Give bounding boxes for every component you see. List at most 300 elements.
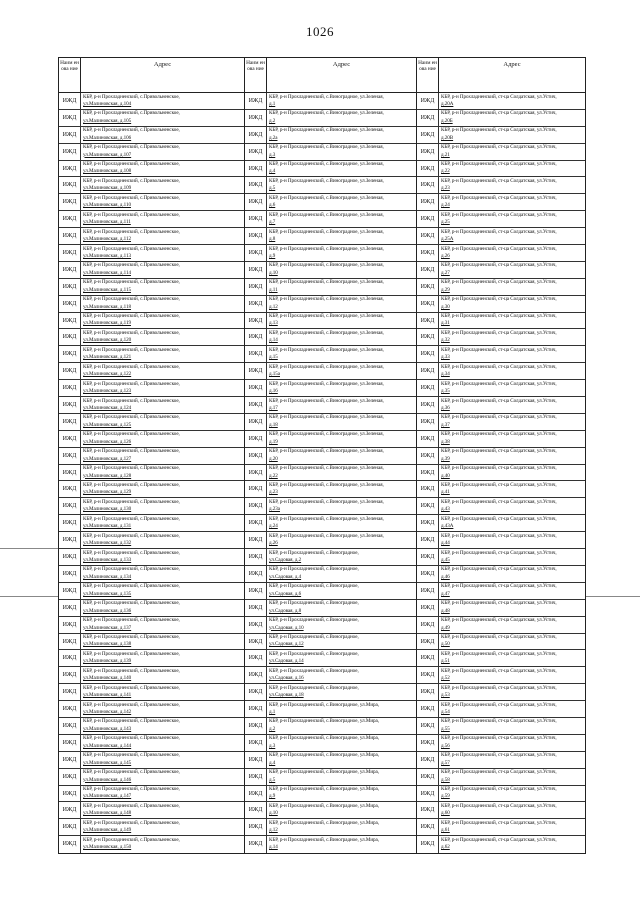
row-address <box>267 498 416 514</box>
row-kind: ИЖД <box>245 228 267 244</box>
table-column-1 <box>58 57 245 854</box>
row-address <box>267 262 416 278</box>
row-address <box>267 786 416 802</box>
header-address: Адрес <box>153 61 172 68</box>
table-row <box>245 380 416 397</box>
address-line-1: КБР, р-н Прохладненский, с.Привольненское, <box>83 161 180 168</box>
address-line-2: д.5 <box>269 185 276 192</box>
address-line-2: д.3 <box>269 151 276 158</box>
address-line-1: КБР, р-н Прохладненский, ст-ца Солдатская, ул.Устич, <box>441 819 557 826</box>
address-line-2: д.48 <box>441 607 450 614</box>
address-line-1: КБР, р-н Прохладненский, ст-ца Солдатская, ул.Устич, <box>441 380 557 387</box>
address-line-2: д.21 <box>441 151 450 158</box>
row-address <box>439 836 585 853</box>
address-line-1: КБР, р-н Прохладненский, с.Привольненское, <box>83 786 180 793</box>
address-line-2: д.38 <box>441 438 450 445</box>
row-kind: ИЖД <box>245 346 267 362</box>
row-address <box>439 617 585 633</box>
row-address <box>267 465 416 481</box>
row-kind: ИЖД <box>59 786 81 802</box>
row-address <box>81 802 244 818</box>
row-address <box>439 566 585 582</box>
row-address <box>81 819 244 835</box>
row-address <box>81 397 244 413</box>
scan-artifact-line <box>586 596 640 597</box>
address-line-2: д.25А <box>441 236 454 243</box>
row-kind: ИЖД <box>417 819 439 835</box>
row-address <box>81 498 244 514</box>
table-row <box>245 346 416 363</box>
row-address <box>439 735 585 751</box>
table-row <box>417 127 585 144</box>
row-address <box>81 634 244 650</box>
row-address <box>267 583 416 599</box>
address-line-2: д.54 <box>441 708 450 715</box>
table-rows <box>59 93 244 853</box>
address-line-1: КБР, р-н Прохладненский, ст-ца Солдатская, ул.Устич, <box>441 93 557 100</box>
row-address <box>267 380 416 396</box>
table-row <box>245 566 416 583</box>
table-row <box>417 549 585 566</box>
table-row <box>417 634 585 651</box>
table-row <box>417 769 585 786</box>
table-row <box>245 211 416 228</box>
address-line-2: д.2а <box>269 134 278 141</box>
address-line-2: д.5 <box>269 776 276 783</box>
row-kind: ИЖД <box>245 481 267 497</box>
address-line-2: д.31 <box>441 320 450 327</box>
address-line-1: КБР, р-н Прохладненский, с.Привольненское, <box>83 127 180 134</box>
table-row <box>245 650 416 667</box>
address-line-2: ул.Садовая, д.4 <box>269 573 302 580</box>
address-line-1: КБР, р-н Прохладненский, ст-ца Солдатская, ул.Устич, <box>441 566 557 573</box>
row-address <box>81 144 244 160</box>
table-row <box>417 262 585 279</box>
address-line-2: ул.Малиновская, д.140 <box>83 675 132 682</box>
address-line-1: КБР, р-н Прохладненский, с.Виноградное, ул.Зеленая, <box>269 93 384 100</box>
table-row <box>417 380 585 397</box>
row-address <box>81 718 244 734</box>
address-line-1: КБР, р-н Прохладненский, с.Виноградное, ул.Зеленая, <box>269 110 384 117</box>
table-row <box>59 194 244 211</box>
address-line-1: КБР, р-н Прохладненский, с.Виноградное, ул.Зеленая, <box>269 532 384 539</box>
row-address <box>81 735 244 751</box>
address-line-1: КБР, р-н Прохладненский, с.Привольненское, <box>83 617 180 624</box>
address-line-1: КБР, р-н Прохладненский, с.Виноградное, ул.Зеленая, <box>269 279 384 286</box>
address-line-1: КБР, р-н Прохладненский, с.Виноградное, <box>269 634 359 640</box>
row-kind: ИЖД <box>59 498 81 514</box>
address-line-2: д.47 <box>441 590 450 597</box>
row-kind: ИЖД <box>245 329 267 345</box>
address-line-1: КБР, р-н Прохладненский, с.Привольненское, <box>83 667 180 674</box>
table-row <box>417 397 585 414</box>
address-line-1: КБР, р-н Прохладненский, ст-ца Солдатская, ул.Устич, <box>441 363 557 370</box>
row-address <box>267 279 416 295</box>
address-line-1: КБР, р-н Прохладненский, с.Привольненское, <box>83 414 180 421</box>
address-line-1: КБР, р-н Прохладненский, ст-ца Солдатская, ул.Устич, <box>441 414 557 421</box>
row-address <box>81 414 244 430</box>
table-row <box>417 448 585 465</box>
address-line-1: КБР, р-н Прохладненский, с.Привольненское, <box>83 431 180 438</box>
address-line-2: д.11 <box>269 286 278 293</box>
table-row <box>245 194 416 211</box>
table-row <box>417 515 585 532</box>
address-line-2: ул.Малиновская, д.107 <box>83 151 132 158</box>
row-kind: ИЖД <box>245 262 267 278</box>
header-kind: Наим енова ние <box>59 58 81 92</box>
table-row <box>59 380 244 397</box>
table-row <box>59 296 244 313</box>
row-kind: ИЖД <box>245 93 267 109</box>
address-line-2: д.2 <box>269 117 276 124</box>
table-row <box>417 735 585 752</box>
address-line-1: КБР, р-н Прохладненский, ст-ца Солдатская, ул.Устич, <box>441 515 557 522</box>
row-address <box>81 617 244 633</box>
row-address <box>267 161 416 177</box>
table-row <box>59 144 244 161</box>
address-line-1: КБР, р-н Прохладненский, с.Виноградное, ул.Зеленая, <box>269 414 384 421</box>
row-address <box>81 313 244 329</box>
address-line-2: д.51 <box>441 658 450 665</box>
address-line-2: ул.Садовая, д.2 <box>269 556 302 563</box>
table-row <box>59 245 244 262</box>
row-address <box>267 549 416 565</box>
row-kind: ИЖД <box>417 127 439 143</box>
row-address <box>81 363 244 379</box>
row-kind: ИЖД <box>417 634 439 650</box>
row-address <box>439 718 585 734</box>
row-address <box>439 245 585 261</box>
table-row <box>417 650 585 667</box>
table-row <box>417 329 585 346</box>
address-line-2: ул.Малиновская, д.145 <box>83 759 132 766</box>
address-line-2: д.9 <box>269 252 276 259</box>
row-address <box>267 802 416 818</box>
address-line-1: КБР, р-н Прохладненский, с.Привольненское, <box>83 93 180 100</box>
row-address <box>439 465 585 481</box>
address-line-1: КБР, р-н Прохладненский, ст-ца Солдатская, ул.Устич, <box>441 786 557 793</box>
row-kind: ИЖД <box>417 786 439 802</box>
address-line-2: д.39 <box>441 455 450 462</box>
address-line-2: д.23 <box>269 489 278 496</box>
row-kind: ИЖД <box>59 397 81 413</box>
row-address <box>439 684 585 700</box>
address-line-2: д.34 <box>441 371 450 378</box>
row-kind: ИЖД <box>417 380 439 396</box>
table-row <box>245 634 416 651</box>
table-row <box>245 752 416 769</box>
address-line-1: КБР, р-н Прохладненский, с.Виноградное, ул.Мира, <box>269 718 379 725</box>
row-kind: ИЖД <box>245 549 267 565</box>
table-column-3 <box>417 57 586 854</box>
row-kind: ИЖД <box>245 836 267 853</box>
address-line-2: ул.Садовая, д.14 <box>269 658 304 665</box>
row-address <box>439 329 585 345</box>
row-address <box>439 161 585 177</box>
address-line-2: ул.Малиновская, д.134 <box>83 573 132 580</box>
row-address <box>267 431 416 447</box>
table-row <box>417 836 585 853</box>
address-line-1: КБР, р-н Прохладненский, с.Виноградное, ул.Мира, <box>269 735 379 742</box>
row-kind: ИЖД <box>417 194 439 210</box>
table-row <box>417 684 585 701</box>
address-line-2: д.24 <box>269 523 278 530</box>
row-kind: ИЖД <box>59 448 81 464</box>
address-line-1: КБР, р-н Прохладненский, ст-ца Солдатская, ул.Устич, <box>441 245 557 252</box>
row-kind: ИЖД <box>417 549 439 565</box>
address-line-1: КБР, р-н Прохладненский, с.Виноградное, ул.Зеленая, <box>269 481 384 488</box>
row-kind: ИЖД <box>245 127 267 143</box>
address-line-1: КБР, р-н Прохладненский, ст-ца Солдатская, ул.Устич, <box>441 583 557 590</box>
address-line-2: д.26 <box>441 252 450 259</box>
row-kind: ИЖД <box>245 498 267 514</box>
address-line-2: ул.Малиновская, д.128 <box>83 472 132 479</box>
address-line-1: КБР, р-н Прохладненский, ст-ца Солдатская, ул.Устич, <box>441 211 557 218</box>
row-kind: ИЖД <box>245 786 267 802</box>
address-line-2: д.13 <box>269 320 278 327</box>
address-line-1: КБР, р-н Прохладненский, с.Виноградное, ул.Мира, <box>269 786 379 793</box>
address-line-2: д.59 <box>441 793 450 800</box>
address-line-1: КБР, р-н Прохладненский, с.Привольненское, <box>83 194 180 201</box>
row-address <box>439 380 585 396</box>
table-row <box>59 802 244 819</box>
table-row <box>245 329 416 346</box>
table-row <box>59 735 244 752</box>
address-line-2: ул.Садовая, д.8 <box>269 607 302 614</box>
address-line-2: д.45 <box>441 556 450 563</box>
address-line-1: КБР, р-н Прохладненский, ст-ца Солдатская, ул.Устич, <box>441 836 557 843</box>
row-kind: ИЖД <box>59 735 81 751</box>
row-kind: ИЖД <box>245 380 267 396</box>
row-address <box>81 127 244 143</box>
address-line-2: д.14 <box>269 337 278 344</box>
address-line-2: д.6 <box>269 202 276 209</box>
row-kind: ИЖД <box>245 397 267 413</box>
address-line-1: КБР, р-н Прохладненский, ст-ца Солдатская, ул.Устич, <box>441 650 557 657</box>
row-kind: ИЖД <box>59 769 81 785</box>
address-line-1: КБР, р-н Прохладненский, с.Привольненское, <box>83 313 180 320</box>
row-address <box>439 93 585 109</box>
address-line-1: КБР, р-н Прохладненский, с.Привольненское, <box>83 279 180 286</box>
row-kind: ИЖД <box>417 161 439 177</box>
row-kind: ИЖД <box>417 515 439 531</box>
row-kind: ИЖД <box>417 735 439 751</box>
row-kind: ИЖД <box>59 313 81 329</box>
table-row <box>59 786 244 803</box>
address-line-1: КБР, р-н Прохладненский, ст-ца Солдатская, ул.Устич, <box>441 532 557 539</box>
address-line-1: КБР, р-н Прохладненский, с.Привольненское, <box>83 346 180 353</box>
address-table <box>58 57 586 854</box>
row-address <box>267 177 416 193</box>
table-row <box>417 819 585 836</box>
row-address <box>81 650 244 666</box>
address-line-2: д.12 <box>269 827 278 834</box>
address-line-2: д.15 <box>269 354 278 361</box>
address-line-2: д.20В <box>441 134 454 141</box>
row-address <box>267 481 416 497</box>
row-kind: ИЖД <box>245 634 267 650</box>
header-kind: Наим енова ние <box>245 58 267 92</box>
table-row <box>245 262 416 279</box>
address-line-1: КБР, р-н Прохладненский, ст-ца Солдатская, ул.Устич, <box>441 718 557 725</box>
row-address <box>267 769 416 785</box>
table-row <box>59 228 244 245</box>
row-kind: ИЖД <box>59 836 81 853</box>
table-row <box>245 836 416 853</box>
address-line-1: КБР, р-н Прохладненский, ст-ца Солдатская, ул.Устич, <box>441 802 557 809</box>
address-line-1: КБР, р-н Прохладненский, с.Привольненское, <box>83 583 180 590</box>
address-line-2: д.36 <box>441 404 450 411</box>
address-line-1: КБР, р-н Прохладненский, с.Виноградное, ул.Зеленая, <box>269 228 384 235</box>
row-kind: ИЖД <box>245 211 267 227</box>
address-line-2: ул.Малиновская, д.119 <box>83 320 131 327</box>
row-kind: ИЖД <box>245 313 267 329</box>
table-row <box>59 769 244 786</box>
address-line-1: КБР, р-н Прохладненский, с.Виноградное, ул.Мира, <box>269 836 379 843</box>
address-line-2: д.10 <box>269 269 278 276</box>
address-line-1: КБР, р-н Прохладненский, с.Виноградное, <box>269 583 359 590</box>
address-line-1: КБР, р-н Прохладненский, с.Виноградное, <box>269 684 359 691</box>
address-line-2: ул.Малиновская, д.105 <box>83 117 132 124</box>
row-address <box>81 752 244 768</box>
row-kind: ИЖД <box>59 211 81 227</box>
row-address <box>81 296 244 312</box>
row-address <box>267 363 416 379</box>
address-line-2: д.20 <box>269 455 278 462</box>
table-row <box>245 498 416 515</box>
table-row <box>417 211 585 228</box>
table-row <box>59 448 244 465</box>
row-address <box>439 431 585 447</box>
table-row <box>245 363 416 380</box>
table-row <box>417 414 585 431</box>
address-line-2: д.35 <box>441 388 450 395</box>
row-kind: ИЖД <box>245 684 267 700</box>
address-line-1: КБР, р-н Прохладненский, с.Виноградное, ул.Зеленая, <box>269 211 384 218</box>
row-address <box>439 279 585 295</box>
row-kind: ИЖД <box>59 161 81 177</box>
row-kind: ИЖД <box>245 448 267 464</box>
row-kind: ИЖД <box>417 650 439 666</box>
table-row <box>245 93 416 110</box>
address-line-1: КБР, р-н Прохладненский, с.Привольненское, <box>83 515 180 522</box>
row-address <box>439 532 585 548</box>
row-address <box>81 786 244 802</box>
row-address <box>439 228 585 244</box>
address-line-1: КБР, р-н Прохладненский, ст-ца Солдатская, ул.Устич, <box>441 549 557 556</box>
table-row <box>59 583 244 600</box>
row-kind: ИЖД <box>245 515 267 531</box>
address-line-1: КБР, р-н Прохладненский, с.Виноградное, ул.Зеленая, <box>269 515 384 522</box>
table-row <box>59 397 244 414</box>
address-line-2: д.32 <box>441 337 450 344</box>
address-line-1: КБР, р-н Прохладненский, с.Привольненское, <box>83 144 180 151</box>
row-address <box>439 211 585 227</box>
row-kind: ИЖД <box>59 245 81 261</box>
row-address <box>439 769 585 785</box>
address-line-2: д.57 <box>441 759 450 766</box>
row-kind: ИЖД <box>417 752 439 768</box>
row-kind: ИЖД <box>59 127 81 143</box>
row-address <box>439 650 585 666</box>
address-line-1: КБР, р-н Прохладненский, с.Виноградное, <box>269 650 359 657</box>
page-number: 1026 <box>306 24 334 39</box>
address-line-1: КБР, р-н Прохладненский, с.Привольненское, <box>83 481 180 488</box>
address-line-2: ул.Малиновская, д.121 <box>83 354 132 361</box>
table-column-2 <box>245 57 417 854</box>
table-row <box>59 431 244 448</box>
table-row <box>59 667 244 684</box>
table-row <box>245 718 416 735</box>
address-line-1: КБР, р-н Прохладненский, с.Привольненское, <box>83 177 180 184</box>
table-row <box>417 194 585 211</box>
table-row <box>59 279 244 296</box>
address-line-2: д.10 <box>269 810 278 817</box>
address-line-1: КБР, р-н Прохладненский, ст-ца Солдатская, ул.Устич, <box>441 735 557 742</box>
address-line-1: КБР, р-н Прохладненский, с.Привольненское, <box>83 110 180 117</box>
address-line-2: ул.Садовая, д.10 <box>269 624 304 631</box>
table-row <box>245 397 416 414</box>
row-kind: ИЖД <box>59 515 81 531</box>
address-line-1: КБР, р-н Прохладненский, с.Привольненское, <box>83 262 180 269</box>
row-address <box>267 566 416 582</box>
row-kind: ИЖД <box>417 228 439 244</box>
row-kind: ИЖД <box>59 634 81 650</box>
row-address <box>439 177 585 193</box>
address-line-1: КБР, р-н Прохладненский, с.Виноградное, ул.Зеленая, <box>269 194 384 201</box>
address-line-1: КБР, р-н Прохладненский, ст-ца Солдатская, ул.Устич, <box>441 667 557 674</box>
address-line-1: КБР, р-н Прохладненский, с.Привольненское, <box>83 650 180 657</box>
row-address <box>267 600 416 616</box>
address-line-2: ул.Малиновская, д.146 <box>83 776 132 783</box>
address-line-1: КБР, р-н Прохладненский, с.Виноградное, ул.Зеленая, <box>269 380 384 387</box>
table-row <box>59 549 244 566</box>
row-address <box>267 735 416 751</box>
table-row <box>417 161 585 178</box>
row-address <box>439 110 585 126</box>
row-kind: ИЖД <box>59 228 81 244</box>
address-line-1: КБР, р-н Прохладненский, с.Виноградное, ул.Мира, <box>269 802 379 809</box>
address-line-1: КБР, р-н Прохладненский, ст-ца Солдатская, ул.Устич, <box>441 262 557 269</box>
row-kind: ИЖД <box>245 161 267 177</box>
address-line-1: КБР, р-н Прохладненский, с.Виноградное, ул.Зеленая, <box>269 127 384 134</box>
address-line-1: КБР, р-н Прохладненский, с.Виноградное, ул.Зеленая, <box>269 245 384 252</box>
table-rows <box>245 93 416 853</box>
row-address <box>267 110 416 126</box>
address-line-1: КБР, р-н Прохладненский, с.Привольненское, <box>83 600 180 607</box>
row-kind: ИЖД <box>59 819 81 835</box>
row-kind: ИЖД <box>59 718 81 734</box>
row-kind: ИЖД <box>417 667 439 683</box>
address-line-1: КБР, р-н Прохладненский, ст-ца Солдатская, ул.Устич, <box>441 448 557 455</box>
row-address <box>267 532 416 548</box>
address-line-1: КБР, р-н Прохладненский, ст-ца Солдатская, ул.Устич, <box>441 684 557 691</box>
address-line-2: ул.Малиновская, д.115 <box>83 286 131 293</box>
table-row <box>417 617 585 634</box>
address-line-1: КБР, р-н Прохладненский, с.Привольненское, <box>83 532 180 539</box>
address-line-1: КБР, р-н Прохладненский, ст-ца Солдатская, ул.Устич, <box>441 279 557 286</box>
address-line-2: ул.Малиновская, д.148 <box>83 810 132 817</box>
address-line-1: КБР, р-н Прохладненский, с.Виноградное, ул.Зеленая, <box>269 262 384 269</box>
address-line-1: КБР, р-н Прохладненский, с.Виноградное, ул.Мира, <box>269 819 379 826</box>
table-row <box>245 786 416 803</box>
row-address <box>267 414 416 430</box>
address-line-1: КБР, р-н Прохладненский, с.Виноградное, ул.Зеленая, <box>269 177 384 184</box>
table-row <box>59 684 244 701</box>
address-line-1: КБР, р-н Прохладненский, с.Виноградное, <box>269 600 359 607</box>
address-line-2: д.15а <box>269 371 280 378</box>
row-kind: ИЖД <box>417 431 439 447</box>
